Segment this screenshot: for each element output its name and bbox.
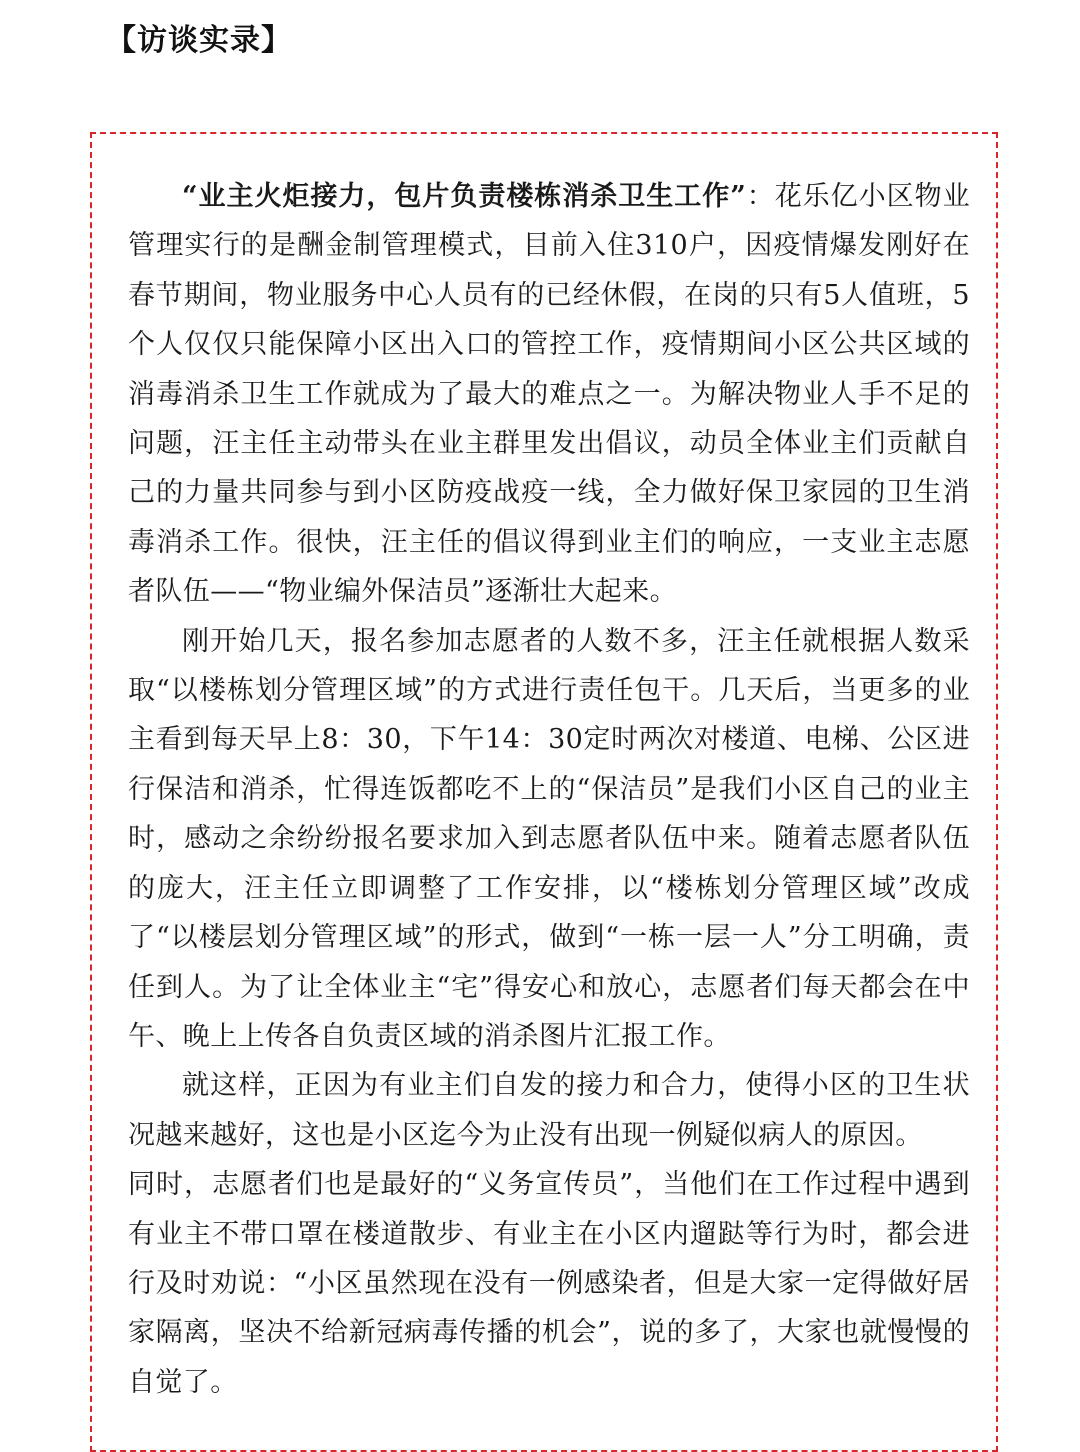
paragraph-4: 同时，志愿者们也是最好的“义务宣传员”，当他们在工作过程中遇到有业主不带口罩在楼道散步、有业主在小区内遛跶等行为时，都会进行及时劝说：“小区虽然现在没有一例感染者，但是大家一定得做好居家隔离，坚决不给新冠病毒传播的机会”，说的多了，大家也就慢慢的自觉了。 <box>128 1169 970 1398</box>
paragraph-1 <box>128 172 970 617</box>
paragraph-1-text: ：花乐亿小区物业管理实行的是酬金制管理模式，目前入住310户，因疫情爆发刚好在春节期间，物业服务中心人员有的已经休假，在岗的只有5人值班，5个人仅仅只能保障小区出入口的管控工作，疫情期间小区公共区域的消毒消杀卫生工作就成为了最大的难点之一。为解决物业人手不足的问题，汪主任主动带头在业主群里发出倡议，动员全体业主们贡献自己的力量共同参与到小区防疫战疫一线，全力做好保卫家园的卫生消毒消杀工作。很快，汪主任的倡议得到业主们的响应，一支业主志愿者队伍——“物业编外保洁员”逐渐壮大起来。 <box>128 181 970 608</box>
paragraph-1-lead: “业主火炬接力，包片负责楼栋消杀卫生工作” <box>182 181 747 212</box>
interview-body <box>128 172 970 1407</box>
paragraph-3: 就这样，正因为有业主们自发的接力和合力，使得小区的卫生状况越来越好，这也是小区迄今为止没有出现一例疑似病人的原因。 <box>128 1070 970 1151</box>
paragraph-2: 刚开始几天，报名参加志愿者的人数不多，汪主任就根据人数采取“以楼栋划分管理区域”的方式进行责任包干。几天后，当更多的业主看到每天早上8：30，下午14：30定时两次对楼道、电梯、公区进行保洁和消杀，忙得连饭都吃不上的“保洁员”是我们小区自己的业主时，感动之余纷纷报名要求加入到志愿者队伍中来。随着志愿者队伍的庞大，汪主任立即调整了工作安排，以“楼栋划分管理区域”改成了“以楼层划分管理区域”的形式，做到“一栋一层一人”分工明确，责任到人。为了让全体业主“宅”得安心和放心，志愿者们每天都会在中午、晚上上传各自负责区域的消杀图片汇报工作。 <box>128 625 970 1052</box>
section-heading: 【访谈实录】 <box>106 23 292 58</box>
